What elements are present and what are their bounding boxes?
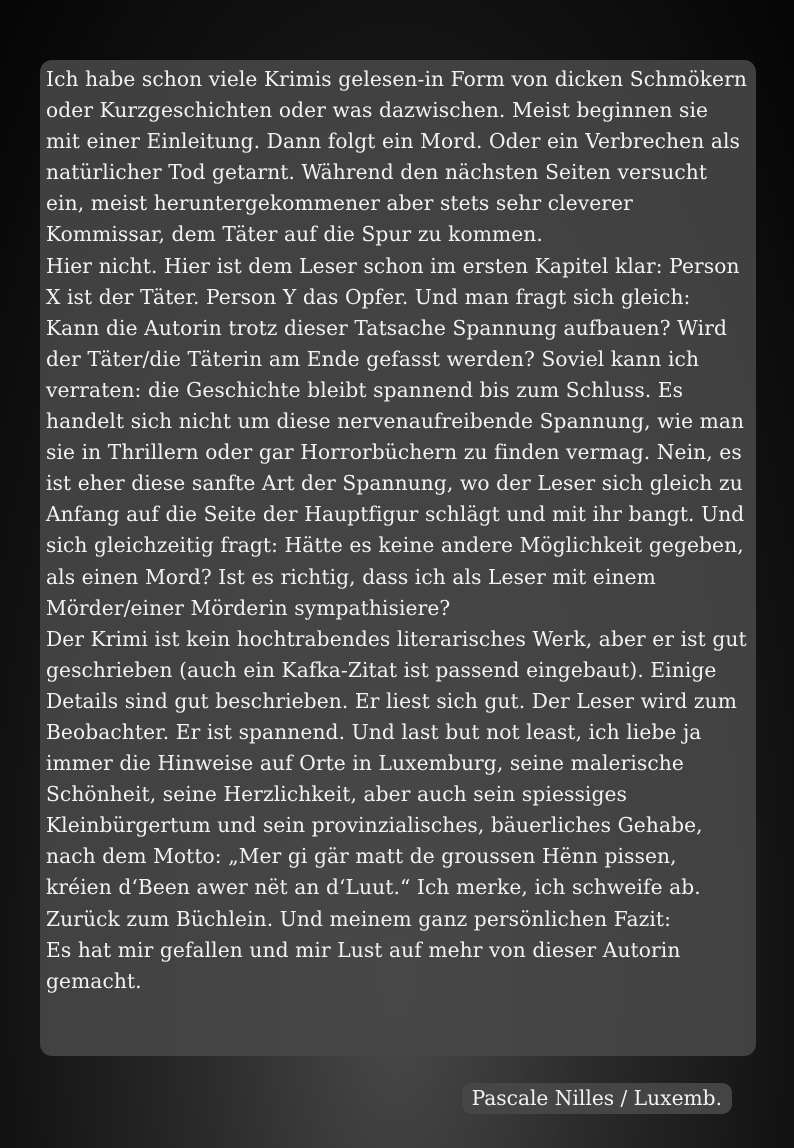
review-paragraph: Der Krimi ist kein hochtrabendes literarisches Werk, aber er ist gut geschrieben (auch ein Kafka-Zitat ist passend eingebaut). Einige Details sind gut beschrieben. Er liest sich gut. Der Leser wird zum Beobachter. Er ist spannend. Und last but not least, ich liebe ja immer die Hinweise auf Orte in Luxemburg, seine malerische Schönheit, seine Herzlichkeit, aber auch sein spiessiges Kleinbürgertum und sein provinzialisches, bäuerliches Gehabe, nach dem Motto: „Mer gi gär matt de groussen Hënn pissen, kréien d‘Been awer nët an d‘Luut.“ Ich merke, ich schweife ab. Zurück zum Büchlein. Und meinem ganz persönlichen Fazit: [46, 626, 747, 931]
review-paragraph: Es hat mir gefallen und mir Lust auf mehr von dieser Autorin gemacht. [46, 937, 681, 993]
author-signature: Pascale Nilles / Luxemb. [462, 1083, 732, 1114]
review-paragraph: Hier nicht. Hier ist dem Leser schon im ersten Kapitel klar: Person X ist der Täter. Person Y das Opfer. Und man fragt sich gleich: Kann die Autorin trotz dieser Tatsache Spannung aufbauen? Wird der Täter/die Täterin am Ende gefasst werden? Soviel kann ich verraten: die Geschichte bleibt spannend bis zum Schluss. Es handelt sich nicht um diese nervenaufreibende Spannung, wie man sie in Thrillern oder gar Horrorbüchern zu finden vermag. Nein, es ist eher diese sanfte Art der Spannung, wo der Leser sich gleich zu Anfang auf die Seite der Hauptfigur schlägt und mit ihr bangt. Und sich gleichzeitig fragt: Hätte es keine andere Möglichkeit gegeben, als einen Mord? Ist es richtig, dass ich als Leser mit einem Mörder/einer Mörderin sympathisiere? [46, 253, 745, 620]
review-text-box [40, 60, 756, 1056]
review-paragraph: Ich habe schon viele Krimis gelesen-in Form von dicken Schmökern oder Kurzgeschichten oder was dazwischen. Meist beginnen sie mit einer Einleitung. Dann folgt ein Mord. Oder ein Verbrechen als natürlicher Tod getarnt. Während den nächsten Seiten versucht ein, meist heruntergekommener aber stets sehr cleverer Kommissar, dem Täter auf die Spur zu kommen. [46, 67, 747, 247]
